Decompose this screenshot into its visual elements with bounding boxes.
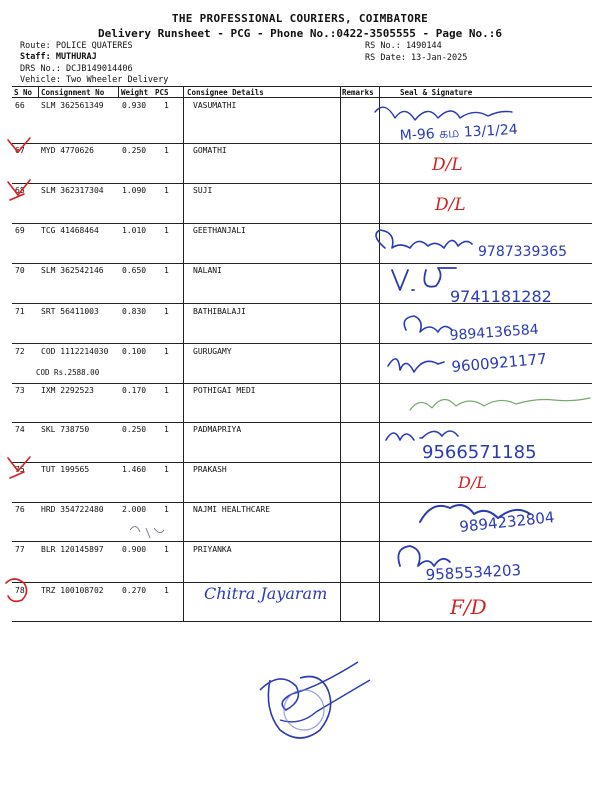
row-consignee: GOMATHI bbox=[193, 146, 227, 155]
office-stamp-signature bbox=[240, 650, 380, 750]
row-pcs: 1 bbox=[164, 347, 169, 356]
row-pcs: 1 bbox=[164, 101, 169, 110]
row-pcs: 1 bbox=[164, 545, 169, 554]
signature-pothigai bbox=[410, 398, 590, 410]
phone-r70: 9741181282 bbox=[450, 287, 552, 306]
row-weight: 0.900 bbox=[122, 545, 147, 554]
signature-r66: M-96 கம 13/1/24 bbox=[399, 121, 519, 144]
row-sno: 73 bbox=[15, 386, 25, 395]
col-header-seal: Seal & Signature bbox=[400, 88, 473, 97]
row-consignee: POTHIGAI MEDI bbox=[193, 386, 256, 395]
row-consignee: PRIYANKA bbox=[193, 545, 232, 554]
row-pcs: 1 bbox=[164, 186, 169, 195]
handwritten-consignee-r78: Chitra Jayaram bbox=[204, 584, 328, 603]
col-header-remarks: Remarks bbox=[342, 88, 374, 97]
row-weight: 0.100 bbox=[122, 347, 147, 356]
tick-row-78 bbox=[6, 579, 27, 601]
row-consignment: HRD 354722480 bbox=[41, 505, 104, 514]
col-header-pcs: PCS bbox=[155, 88, 169, 97]
pencil-marks bbox=[120, 510, 180, 550]
signature-priyanka bbox=[398, 546, 450, 566]
row-consignment: SKL 738750 bbox=[41, 425, 90, 434]
signature-padmapriya bbox=[386, 431, 458, 440]
row-consignee: SUJI bbox=[193, 186, 213, 195]
red-fd-mark-78: F/D bbox=[450, 595, 487, 619]
phone-r69: 9787339365 bbox=[478, 244, 568, 260]
row-consignee: PRAKASH bbox=[193, 465, 227, 474]
row-sno: 68 bbox=[15, 186, 25, 195]
red-dl-mark-67: D/L bbox=[432, 155, 463, 175]
row-consignment: COD 1112214030 bbox=[41, 347, 109, 356]
col-header-sno: S No bbox=[14, 88, 33, 97]
col-header-weight: Weight bbox=[121, 88, 149, 97]
red-dl-mark-75: D/L bbox=[458, 473, 487, 492]
row-sno: 71 bbox=[15, 307, 25, 316]
row-pcs: 1 bbox=[164, 386, 169, 395]
phone-r77: 9585534203 bbox=[425, 561, 522, 584]
row-sno: 75 bbox=[15, 465, 25, 474]
row-pcs: 1 bbox=[164, 146, 169, 155]
row-sno: 74 bbox=[15, 425, 25, 434]
red-dl-mark-68: D/L bbox=[435, 195, 466, 215]
row-sno: 69 bbox=[15, 226, 25, 235]
row-pcs: 1 bbox=[164, 266, 169, 275]
row-weight: 0.830 bbox=[122, 307, 147, 316]
signature-tamil-scribble bbox=[375, 107, 512, 120]
vehicle-label: Vehicle: Two Wheeler Delivery bbox=[20, 75, 169, 85]
row-consignee: NALANI bbox=[193, 266, 222, 275]
row-weight: 1.090 bbox=[122, 186, 147, 195]
row-consignment: MYD 4770626 bbox=[41, 146, 94, 155]
row-consignment: BLR 120145897 bbox=[41, 545, 104, 554]
row-consignee: GURUGAMY bbox=[193, 347, 232, 356]
signature-nalani bbox=[392, 268, 456, 290]
red-tick-marks bbox=[0, 0, 60, 620]
col-header-consignment: Consignment No bbox=[41, 88, 105, 97]
phone-r76: 9894232804 bbox=[458, 508, 556, 536]
col-divider bbox=[118, 86, 119, 97]
row-consignment: TCG 41468464 bbox=[41, 226, 99, 235]
row-weight: 0.270 bbox=[122, 586, 147, 595]
row-pcs: 1 bbox=[164, 307, 169, 316]
phone-r72: 9600921177 bbox=[450, 349, 548, 376]
row-consignment: TUT 199565 bbox=[41, 465, 90, 474]
row-consignment: SLM 362317304 bbox=[41, 186, 104, 195]
row-consignment: SLM 362561349 bbox=[41, 101, 104, 110]
row-pcs: 1 bbox=[164, 586, 169, 595]
drs-no-label: DRS No.: DCJB149014406 bbox=[20, 64, 133, 74]
rs-date-label: RS Date: 13-Jan-2025 bbox=[365, 53, 468, 63]
row-sno: 77 bbox=[15, 545, 25, 554]
row-sno: 78 bbox=[15, 586, 25, 595]
row-weight: 0.250 bbox=[122, 425, 147, 434]
rs-no-label: RS No.: 1490144 bbox=[365, 41, 442, 51]
row-weight: 2.000 bbox=[122, 505, 147, 514]
row-pcs: 1 bbox=[164, 505, 169, 514]
row-pcs: 1 bbox=[164, 226, 169, 235]
row-sno: 70 bbox=[15, 266, 25, 275]
row-consignment: IXM 2292523 bbox=[41, 386, 94, 395]
phone-r71: 9894136584 bbox=[449, 321, 540, 344]
row-consignee: BATHIBALAJI bbox=[193, 307, 246, 316]
col-header-consignee: Consignee Details bbox=[187, 88, 264, 97]
row-weight: 1.010 bbox=[122, 226, 147, 235]
row-sno: 76 bbox=[15, 505, 25, 514]
row-consignee: NAJMI HEALTHCARE bbox=[193, 505, 271, 514]
route-label: Route: POLICE QUATERES bbox=[20, 41, 133, 51]
row-pcs: 1 bbox=[164, 465, 169, 474]
row-consignment: TRZ 100108702 bbox=[41, 586, 104, 595]
row-consignee: GEETHANJALI bbox=[193, 226, 246, 235]
signature-bathibalaji bbox=[404, 316, 452, 332]
signature-gurugamy bbox=[388, 359, 444, 372]
row-sno: 67 bbox=[15, 146, 25, 155]
row-consignment: SLM 362542146 bbox=[41, 266, 104, 275]
row-weight: 0.930 bbox=[122, 101, 147, 110]
tick-row-68 bbox=[8, 180, 30, 195]
row-sno: 66 bbox=[15, 101, 25, 110]
row-weight: 0.170 bbox=[122, 386, 147, 395]
phone-r74: 9566571185 bbox=[422, 442, 537, 463]
row-pcs: 1 bbox=[164, 425, 169, 434]
company-title: THE PROFESSIONAL COURIERS, COIMBATORE bbox=[171, 12, 429, 25]
signature-geethanjali bbox=[376, 230, 472, 248]
row-sno: 72 bbox=[15, 347, 25, 356]
row-consignee: VASUMATHI bbox=[193, 101, 237, 110]
runsheet-subtitle: Delivery Runsheet - PCG - Phone No.:0422-3505555 - Page No.:6 bbox=[98, 27, 502, 40]
row-weight: 1.460 bbox=[122, 465, 147, 474]
cod-amount: COD Rs.2588.00 bbox=[36, 368, 100, 377]
tick-row-75 bbox=[8, 457, 30, 471]
row-consignment: SRT 56411003 bbox=[41, 307, 99, 316]
row-weight: 0.250 bbox=[122, 146, 147, 155]
row-weight: 0.650 bbox=[122, 266, 147, 275]
row-consignee: PADMAPRIYA bbox=[193, 425, 242, 434]
tick-row-67 bbox=[8, 138, 30, 152]
staff-label: Staff: MUTHURAJ bbox=[20, 52, 97, 62]
